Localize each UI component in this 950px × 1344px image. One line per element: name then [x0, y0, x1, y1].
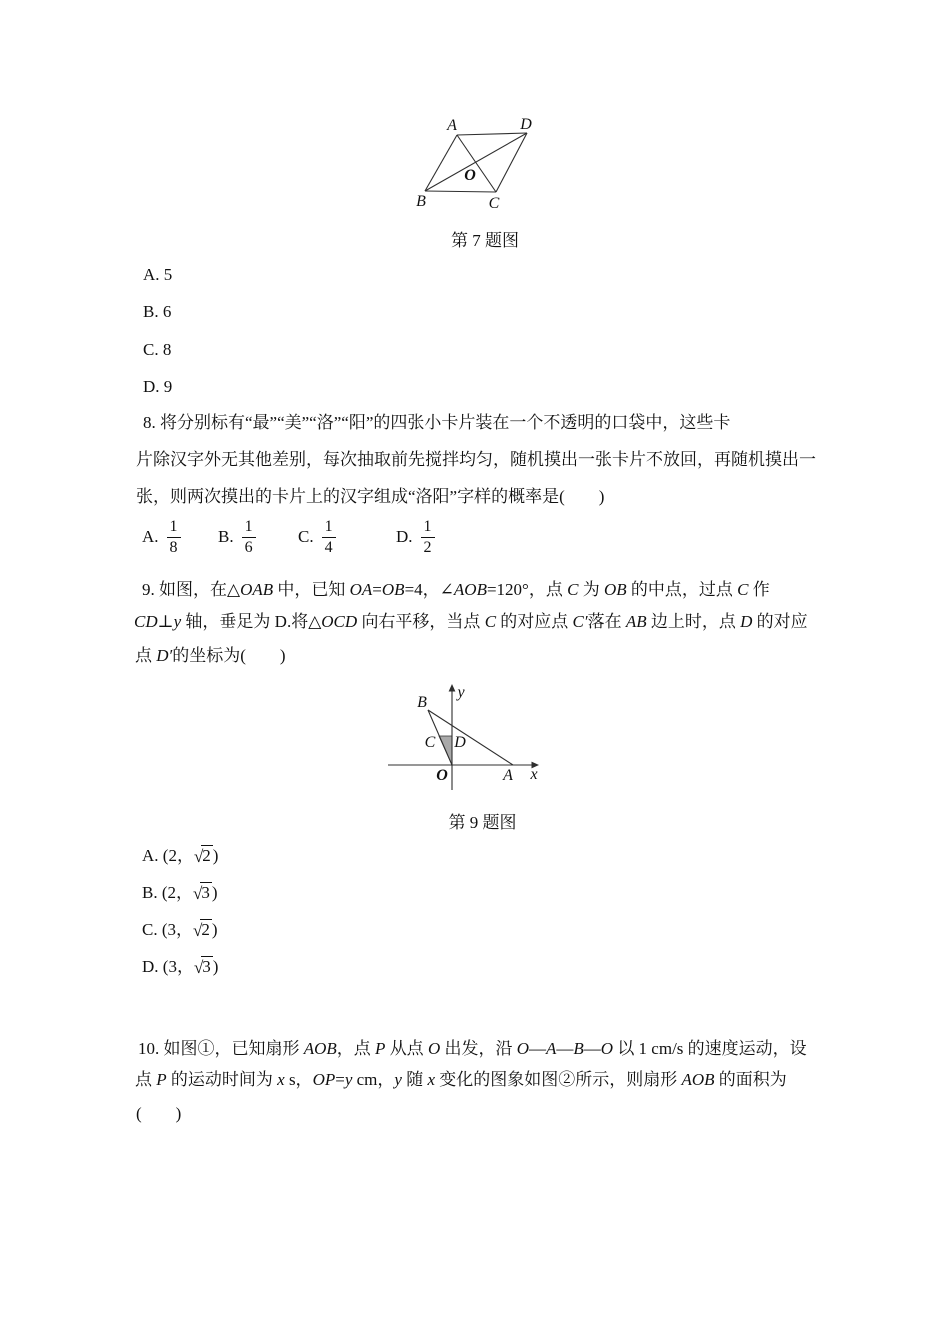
point-label-c: C: [424, 734, 436, 751]
parallelogram-edges: [425, 133, 527, 192]
y-axis-label: y: [457, 684, 465, 701]
q9-option-a: A. (2， √ 2 ): [142, 845, 218, 866]
q9-option-c: C. (3， √ 2 ): [142, 919, 218, 940]
vertex-label-d: D: [520, 116, 532, 133]
q9-figure-caption: 第 9 题图: [448, 813, 517, 832]
q8-option-b: [218, 518, 256, 557]
q8-option-d-label: D.: [396, 527, 413, 547]
q8-text-line-1: 8. 将分别标有“最”“美”“洛”“阳”的四张小卡片装在一个不透明的口袋中，这些卡: [143, 413, 731, 432]
center-label-o: O: [464, 167, 476, 184]
q8-option-c-label: C.: [298, 527, 314, 547]
vertex-label-a: A: [447, 117, 457, 134]
q8-option-c: [298, 518, 336, 557]
q9-text-line-1: 9. 如图，在△OAB 中，已知 OA=OB=4，∠AOB=120°，点 C 为 OB 的中点，过点 C 作: [142, 580, 770, 599]
q10-text-line-1: 10. 如图①，已知扇形 AOB，点 P 从点 O 出发，沿 O—A—B—O 以 1 cm/s 的速度运动，设: [138, 1039, 807, 1058]
edge-cb: [425, 191, 496, 192]
q9-text-line-3: 点 D′的坐标为( ): [135, 646, 286, 665]
q9-option-b: B. (2， √ 3 ): [142, 882, 218, 903]
q9-text-line-2: CD⊥y 轴，垂足为 D.将△OCD 向右平移，当点 C 的对应点 C′落在 AB 边上时，点 D 的对应: [134, 612, 808, 631]
q7-option-b: B. 6: [143, 302, 172, 321]
q8-option-a-fraction: $\frac{1}{8}$: [167, 518, 181, 557]
q8-option-a-label: A.: [142, 527, 159, 547]
diagonal-ac: [457, 135, 496, 192]
q8-option-c-fraction: $\frac{1}{4}$: [322, 518, 336, 557]
q9-figure-coordinate-triangle: [383, 676, 548, 796]
q8-option-b-label: B.: [218, 527, 234, 547]
edge-ba: [425, 135, 457, 191]
q8-option-d-fraction: $\frac{1}{2}$: [421, 518, 435, 557]
q7-figure-parallelogram: [380, 110, 590, 220]
q7-option-a: A. 5: [143, 265, 173, 284]
y-axis-arrowhead: [449, 684, 456, 692]
q10-text-line-2: 点 P 的运动时间为 x s，OP=y cm，y 随 x 变化的图象如图②所示，则扇形 AOB 的面积为: [135, 1070, 787, 1089]
vertex-label-b: B: [416, 193, 426, 210]
point-label-b: B: [417, 694, 427, 711]
origin-label-o: O: [436, 767, 448, 784]
q7-option-c: C. 8: [143, 340, 172, 359]
edge-ad: [457, 133, 527, 135]
q8-text-line-3: 张，则两次摸出的卡片上的汉字组成“洛阳”字样的概率是( ): [136, 487, 605, 506]
q9-option-d: D. (3， √ 3 ): [142, 956, 218, 977]
q10-text-line-3: ( ): [136, 1104, 182, 1123]
point-label-a: A: [503, 767, 513, 784]
vertex-label-c: C: [488, 195, 500, 212]
q7-option-d: D. 9: [143, 377, 173, 396]
q8-text-line-2: 片除汉字外无其他差别，每次抽取前先搅拌均匀，随机摸出一张卡片不放回，再随机摸出一: [136, 450, 816, 469]
x-axis-label: x: [530, 766, 538, 783]
q8-option-a: [142, 518, 181, 557]
q7-figure-caption: 第 7 题图: [451, 231, 519, 250]
q8-option-b-fraction: $\frac{1}{6}$: [242, 518, 256, 557]
q8-option-d: [396, 518, 435, 557]
point-label-d: D: [454, 734, 466, 751]
